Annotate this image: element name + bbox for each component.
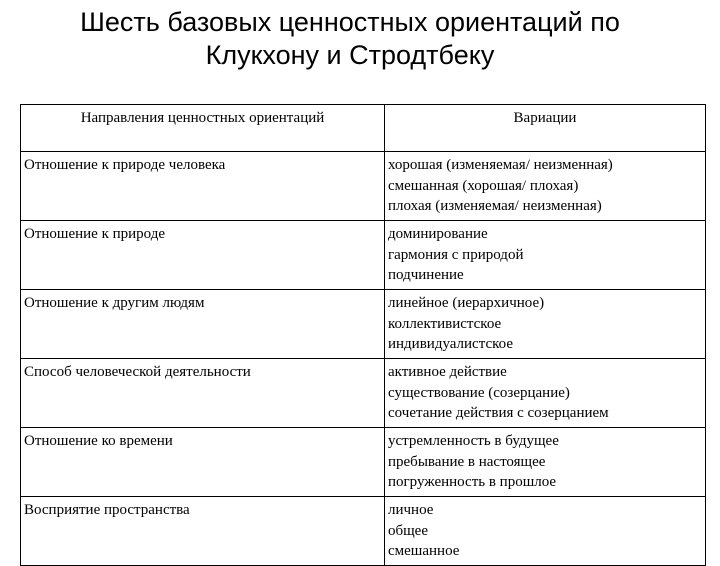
column-header-directions: Направления ценностных ориентаций xyxy=(21,105,385,152)
table-row xyxy=(21,221,706,290)
variation-item: коллективистское xyxy=(388,315,502,332)
variation-item: линейное (иерархичное) xyxy=(388,295,545,311)
table-row xyxy=(21,497,706,566)
table-row xyxy=(21,359,706,428)
variations-cell xyxy=(385,428,706,497)
variation-item: существование (созерцание) xyxy=(388,384,570,401)
title-line-1: Шесть базовых ценностных ориентаций по xyxy=(80,7,620,37)
variation-item: общее xyxy=(388,522,428,539)
variation-item: погруженность в прошлое xyxy=(388,474,557,490)
variation-item: активное действие xyxy=(388,364,507,380)
direction-cell: Восприятие пространства xyxy=(21,497,385,566)
variation-item: устремленность в будущее xyxy=(388,433,559,449)
table-row xyxy=(21,152,706,221)
direction-cell: Отношение к другим людям xyxy=(21,290,385,359)
variation-item: личное xyxy=(388,502,434,518)
variation-item: сочетание действия с созерцанием xyxy=(388,405,609,421)
variations-cell xyxy=(385,221,706,290)
column-header-variations: Вариации xyxy=(385,105,706,152)
page-title xyxy=(0,6,700,72)
table-header-row xyxy=(21,105,706,152)
variation-item: хорошая (изменяемая/ неизменная) xyxy=(388,157,613,173)
variation-item: смешанная (хорошая/ плохая) xyxy=(388,177,579,194)
variation-item: плохая (изменяемая/ неизменная) xyxy=(388,198,602,214)
variations-cell xyxy=(385,152,706,221)
variation-item: доминирование xyxy=(388,226,488,242)
variations-cell xyxy=(385,290,706,359)
direction-cell: Отношение к природе человека xyxy=(21,152,385,221)
table-row xyxy=(21,428,706,497)
variation-item: пребывание в настоящее xyxy=(388,453,546,470)
direction-cell: Способ человеческой деятельности xyxy=(21,359,385,428)
value-orientations-table xyxy=(20,104,706,566)
variations-cell xyxy=(385,359,706,428)
direction-cell: Отношение ко времени xyxy=(21,428,385,497)
variation-item: смешанное xyxy=(388,543,460,559)
title-line-2: Клукхону и Стродтбеку xyxy=(205,40,495,70)
variation-item: индивидуалистское xyxy=(388,336,513,352)
variations-cell xyxy=(385,497,706,566)
variation-item: подчинение xyxy=(388,267,464,283)
variation-item: гармония с природой xyxy=(388,246,524,263)
direction-cell: Отношение к природе xyxy=(21,221,385,290)
table-row xyxy=(21,290,706,359)
